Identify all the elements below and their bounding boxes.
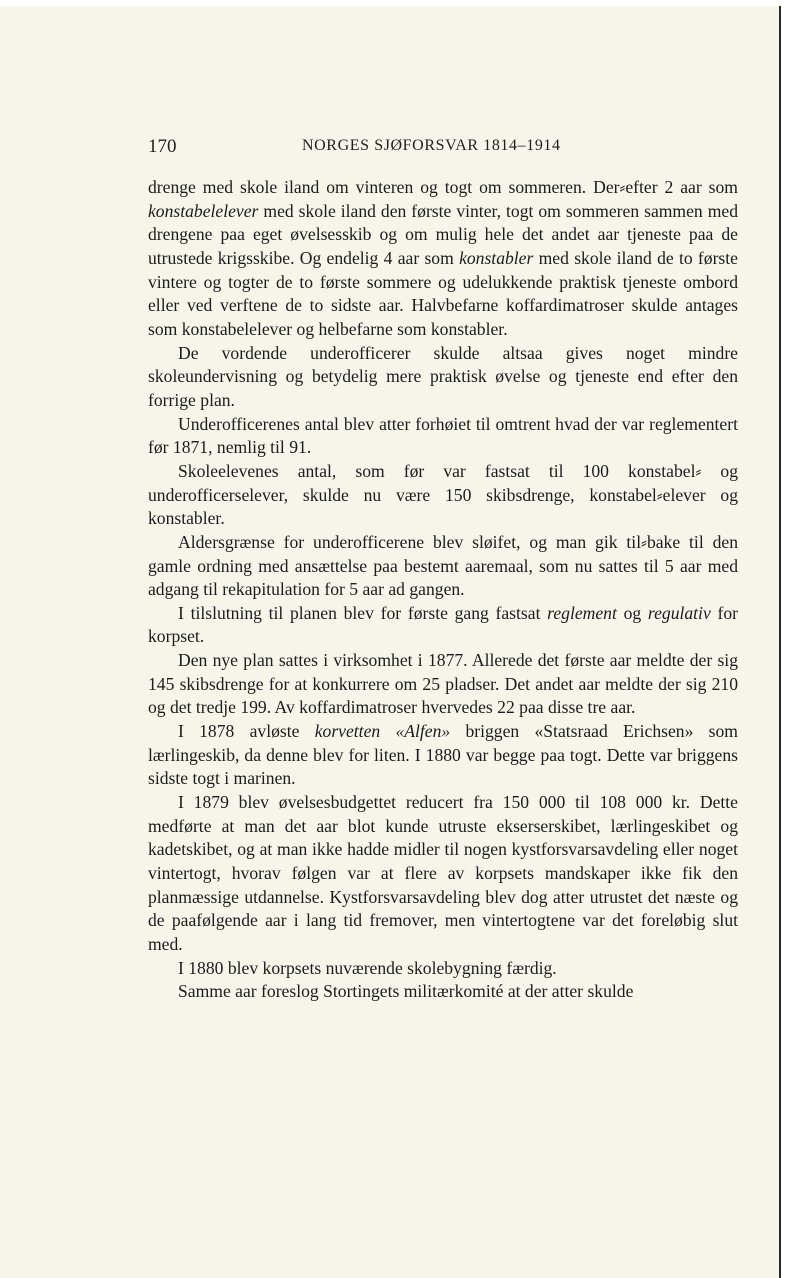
text-run: I 1878 avløste [178, 721, 315, 742]
paragraph [148, 957, 738, 981]
text-run: med skole iland den første vinter, togt om sommeren sammen med drengene paa eget øvelsesskib og om mulig hele det andet aar tjeneste paa de utrustede krigsskibe. Og endelig 4 aar som [148, 200, 738, 268]
text-run: I tilslutning til planen blev for første gang fastsat [178, 602, 548, 623]
italic-text: konstabler [459, 247, 534, 268]
paragraph [148, 791, 738, 957]
paragraph [148, 176, 738, 342]
italic-text: regulativ [647, 602, 711, 623]
text-run: De vordende underofficerer skulde altsaa gives noget mindre skoleundervisning og betydelig mere praktisk øvelse og tjeneste end efter den forrige plan. [148, 342, 738, 410]
text-run: med skole iland de to første vintere og togter de to første sommere og udelukkende praktisk tjeneste ombord eller ved verftene de to sidste aar. Halvbefarne koffardimatroser skulde antages som konstabelelever og helbefarne som konstabler. [148, 247, 738, 339]
paragraph [148, 980, 738, 1004]
running-head [148, 134, 740, 164]
text-run: briggen «Statsraad Erichsen» som lærlingeskib, da denne blev for liten. I 1880 var begge paa togt. Dette var briggens sidste togt i marinen. [148, 721, 738, 789]
text-run: I 1880 blev korpsets nuværende skolebygning færdig. [178, 957, 557, 978]
text-run: Skoleelevenes antal, som før var fastsat til 100 konstabel⸗ og underofficerselever, skulde nu være 150 skibsdrenge, konstabel⸗elever og konstabler. [148, 460, 738, 529]
text-run: Aldersgrænse for underofficerene blev sløifet, og man gik til⸗bake til den gamle ordning med ansættelse paa bestemt aaremaal, som nu sattes til 5 aar med adgang til rekapitulation for 5 aar ad gangen. [148, 531, 738, 600]
paragraph [148, 413, 738, 460]
paragraph [148, 720, 738, 791]
body-text [148, 176, 738, 1004]
paragraph [148, 602, 738, 649]
text-run: for korpset. [148, 602, 738, 647]
text-run: Underofficerenes antal blev atter forhøiet til omtrent hvad der var reglementert før 1871, nemlig til 91. [148, 413, 738, 458]
paragraph [148, 460, 738, 531]
text-run: og [616, 602, 648, 623]
text-run: Samme aar foreslog Stortingets militærkomité at der atter skulde [178, 981, 634, 1002]
italic-text: konstabelelever [148, 200, 259, 221]
running-title: NORGES SJØFORSVAR 1814–1914 [302, 137, 561, 154]
paragraph [148, 531, 738, 602]
italic-text: reglement [547, 602, 617, 623]
italic-text: korvetten «Alfen» [314, 721, 451, 742]
text-run: Den nye plan sattes i virksomhet i 1877. Allerede det første aar meldte der sig 145 skibsdrenge for at konkurrere om 25 pladser. Det andet aar meldte der sig 210 og det tredje 199. Av koffardimatroser hvervedes 22 paa disse tre aar. [148, 650, 738, 718]
page-number: 170 [148, 136, 177, 157]
paragraph [148, 342, 738, 413]
paragraph [148, 649, 738, 720]
text-run: drenge med skole iland om vinteren og togt om sommeren. Der⸗efter 2 aar som [148, 177, 738, 197]
text-run: I 1879 blev øvelsesbudgettet reducert fra 150 000 til 108 000 kr. Dette medførte at man det aar blot kunde utruste ekserserskibet, lærlingeskibet og kadetskibet, og at man ikke hadde midler til nogen kystforsvarsavdeling eller noget vintertogt, hvorav følgen var at flere av korpsets mandskaper ikke fik den planmæssige utdannelse. Kystforsvarsavdeling blev dog atter utrustet det næste og de paafølgende aar i lang tid fremover, men vintertogtene var det foreløbig slut med. [148, 792, 738, 954]
